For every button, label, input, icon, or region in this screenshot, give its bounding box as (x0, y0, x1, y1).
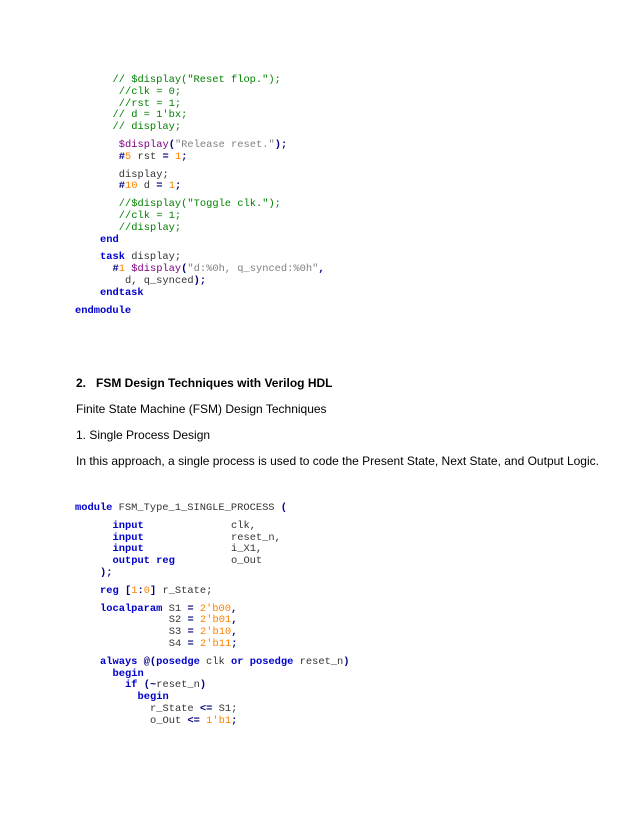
code-token: 5 (125, 150, 132, 163)
code-token: begin (112, 667, 144, 680)
code-line (100, 603, 237, 615)
code-token: 2'b01 (200, 614, 232, 627)
code-token: d, q_synced (125, 275, 194, 287)
code-token: ; (181, 150, 188, 163)
code-token: //clk = 0; (118, 85, 182, 98)
code-token: 1 (174, 150, 182, 163)
code-token: localparam (100, 602, 163, 615)
code-token: # (118, 150, 126, 163)
code-line (150, 703, 237, 715)
code-token: endtask (100, 286, 144, 299)
code-token: 2'b00 (199, 602, 231, 615)
code-token: ) (199, 679, 207, 692)
code-token: = (156, 180, 163, 193)
code-line (100, 251, 181, 263)
code-token: if (125, 679, 138, 692)
code-token: i_X1, (143, 543, 263, 556)
code-token: ( (181, 263, 188, 276)
code-line (113, 263, 325, 275)
code-token: // display; (112, 121, 182, 134)
code-token: S3 (168, 626, 188, 639)
code-token: <= (199, 703, 213, 715)
code-token: S2 (168, 614, 188, 627)
code-token: posedge (249, 655, 294, 668)
code-token: o_Out (150, 714, 188, 727)
code-token: ); (193, 275, 207, 287)
code-token: 1 (168, 180, 175, 193)
code-line (119, 198, 281, 210)
code-token: , (231, 602, 238, 615)
code-line (113, 543, 263, 555)
code-token: reset_n (293, 655, 344, 668)
code-line (113, 532, 281, 544)
code-token: //$display("Toggle clk."); (118, 198, 281, 211)
code-token: reg (100, 584, 119, 597)
code-token: begin (137, 691, 169, 704)
code-token: // $display("Reset flop."); (112, 74, 281, 86)
code-token: [ (124, 584, 132, 597)
code-token: # (118, 180, 126, 193)
code-token: ; (231, 714, 238, 727)
code-token: 2'b10 (200, 626, 232, 639)
section-heading: 2. FSM Design Techniques with Verilog HDL (76, 376, 333, 390)
code-line (100, 234, 119, 246)
code-token: : (137, 584, 144, 597)
code-token: ); (274, 139, 288, 151)
code-token: $display (118, 139, 169, 151)
code-token: end (100, 233, 119, 246)
code-line (119, 151, 188, 163)
code-token: //display; (118, 221, 182, 234)
code-line (169, 626, 238, 638)
code-token: 1 (118, 263, 125, 276)
code-token: , (318, 263, 325, 276)
code-token: rst (131, 150, 163, 163)
code-token: S4 (168, 638, 188, 650)
code-token: //clk = 1; (118, 210, 182, 222)
code-line (100, 656, 350, 668)
code-token: # (112, 263, 119, 276)
code-token: S1; (212, 703, 238, 715)
code-line (100, 585, 212, 597)
code-line (125, 679, 206, 691)
code-token: = (187, 602, 194, 615)
code-token: = (162, 150, 169, 163)
code-token: input (112, 531, 144, 544)
code-line (119, 98, 181, 110)
code-line (169, 638, 238, 650)
code-line (100, 567, 112, 579)
code-token: clk (199, 655, 231, 668)
code-line (75, 305, 131, 317)
code-token: clk, (143, 519, 256, 532)
code-line (100, 287, 144, 299)
code-token: ) (343, 655, 350, 668)
code-token: endmodule (75, 304, 132, 317)
code-token: display; (124, 251, 182, 264)
list-item: 1. Single Process Design (76, 428, 211, 442)
code-token: , (231, 614, 238, 627)
code-token: ( (168, 139, 175, 151)
code-token: reset_n (156, 679, 200, 692)
code-token: ; (175, 180, 182, 193)
code-token: @( (143, 655, 157, 668)
code-token: S1 (162, 602, 188, 615)
code-line (119, 210, 181, 222)
code-token: 1 (131, 584, 138, 597)
code-line (75, 502, 287, 514)
paragraph: In this approach, a single process is used to code the Present State, Next State, and Output Logic. (76, 454, 599, 468)
code-token: // d = 1'bx; (112, 109, 188, 122)
code-token: "Release reset." (174, 139, 275, 151)
code-token: output reg (112, 555, 175, 568)
code-token: = (187, 614, 194, 627)
code-line (169, 614, 238, 626)
code-line (113, 121, 182, 133)
code-token: (~ (143, 679, 157, 692)
code-line (113, 555, 263, 567)
code-token: r_State; (156, 584, 213, 597)
code-token: FSM_Type_1_SINGLE_PROCESS (112, 502, 281, 514)
code-line (119, 86, 181, 98)
code-line (113, 109, 188, 121)
code-token: input (112, 519, 144, 532)
code-token: 0 (143, 584, 150, 597)
code-token: = (187, 638, 194, 650)
code-token: , (231, 626, 238, 639)
code-token: ] (149, 584, 157, 597)
code-token: o_Out (174, 555, 263, 568)
code-token: 2'b11 (200, 638, 232, 650)
code-token: always (100, 655, 138, 668)
code-token: ( (280, 502, 288, 514)
code-line (113, 668, 144, 680)
section-subheading: Finite State Machine (FSM) Design Techniques (76, 402, 327, 416)
code-token: ; (231, 638, 238, 650)
code-line (150, 715, 237, 727)
code-token: posedge (156, 655, 200, 668)
code-token: input (112, 543, 144, 556)
code-token: $display (131, 263, 182, 276)
code-line (119, 222, 181, 234)
code-token: r_State (150, 703, 200, 715)
code-token: ); (100, 567, 113, 579)
code-token: d (137, 180, 157, 193)
code-token: display; (118, 168, 169, 181)
code-token: reset_n, (143, 531, 281, 544)
code-line (119, 180, 181, 192)
code-line (138, 691, 169, 703)
code-line (113, 520, 256, 532)
code-line (119, 139, 287, 151)
code-token: module (75, 502, 113, 514)
code-token: or (231, 655, 244, 668)
code-line (125, 275, 206, 287)
code-token: 10 (125, 180, 138, 193)
code-token: //rst = 1; (118, 97, 182, 110)
code-token: = (187, 626, 194, 639)
code-token: task (100, 251, 125, 264)
code-token: 1'b1 (206, 714, 232, 727)
code-line (119, 169, 169, 181)
code-token: "d:%0h, q_synced:%0h" (187, 263, 319, 276)
code-line (113, 74, 281, 86)
code-token: <= (187, 714, 200, 727)
